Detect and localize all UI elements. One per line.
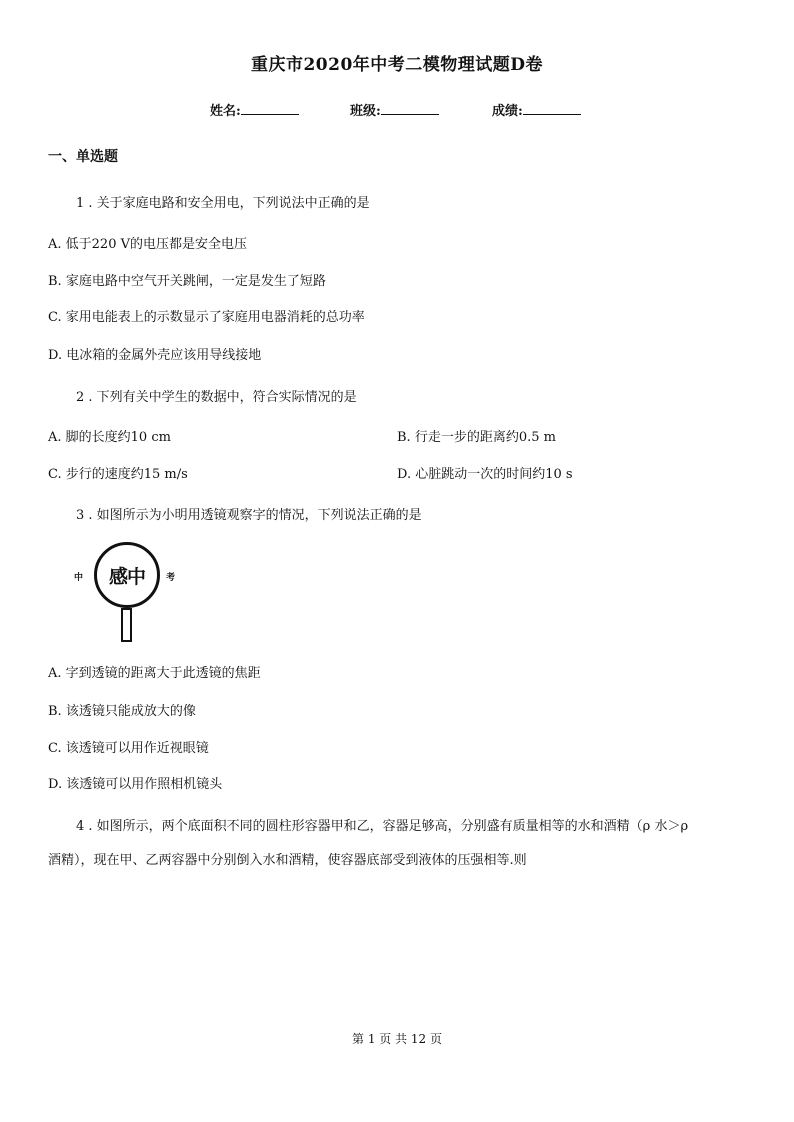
class-field <box>350 100 439 119</box>
q1-option-a: A. 低于220 V的电压都是安全电压 <box>48 237 247 252</box>
q1-option-b: B. 家庭电路中空气开关跳闸，一定是发生了短路 <box>48 274 326 289</box>
magnifier-figure <box>70 540 190 644</box>
question-4-stem-line2: 酒精），现在甲、乙两容器中分别倒入水和酒精，使容器底部受到液体的压强相等.则 <box>48 853 527 868</box>
right-char: 考 <box>166 573 176 583</box>
name-label: 姓名: <box>210 104 241 119</box>
q3-option-c: C. 该透镜可以用作近视眼镜 <box>48 741 209 756</box>
q2-option-a: A. 脚的长度约10 cm <box>48 430 171 445</box>
q1-option-d: D. 电冰箱的金属外壳应该用导线接地 <box>48 348 262 363</box>
q2-option-d: D. 心脏跳动一次的时间约10 s <box>397 467 573 482</box>
page-title: 重庆市2020年中考二模物理试题D卷 <box>250 55 544 75</box>
question-3-stem: 3 . 如图所示为小明用透镜观察字的情况，下列说法正确的是 <box>76 508 422 523</box>
section-title: 一、单选题 <box>48 149 118 165</box>
q2-option-c: C. 步行的速度约15 m/s <box>48 467 188 482</box>
question-4-stem-line1: 4 . 如图所示，两个底面积不同的圆柱形容器甲和乙，容器足够高，分别盛有质量相等的水和酒精（ρ 水＞ρ <box>76 819 689 834</box>
q3-option-b: B. 该透镜只能成放大的像 <box>48 704 196 719</box>
score-field <box>492 100 581 119</box>
class-blank <box>381 101 439 115</box>
question-2-stem: 2 . 下列有关中学生的数据中，符合实际情况的是 <box>76 390 357 405</box>
lens-text: 感中 <box>108 565 145 588</box>
q3-option-a: A. 字到透镜的距离大于此透镜的焦距 <box>48 666 261 681</box>
score-label: 成绩: <box>492 104 523 119</box>
score-blank <box>523 101 581 115</box>
name-blank <box>241 101 299 115</box>
page-footer: 第 1 页 共 12 页 <box>352 1032 442 1046</box>
question-1-stem: 1 . 关于家庭电路和安全用电，下列说法中正确的是 <box>76 196 370 211</box>
q2-option-b: B. 行走一步的距离约0.5 m <box>397 430 556 445</box>
q3-option-d: D. 该透镜可以用作照相机镜头 <box>48 777 223 792</box>
magnifier-lens <box>94 542 160 608</box>
name-field <box>210 100 299 119</box>
class-label: 班级: <box>350 104 381 119</box>
q1-option-c: C. 家用电能表上的示数显示了家庭用电器消耗的总功率 <box>48 310 365 325</box>
left-char: 中 <box>74 573 84 583</box>
magnifier-handle <box>121 608 132 642</box>
